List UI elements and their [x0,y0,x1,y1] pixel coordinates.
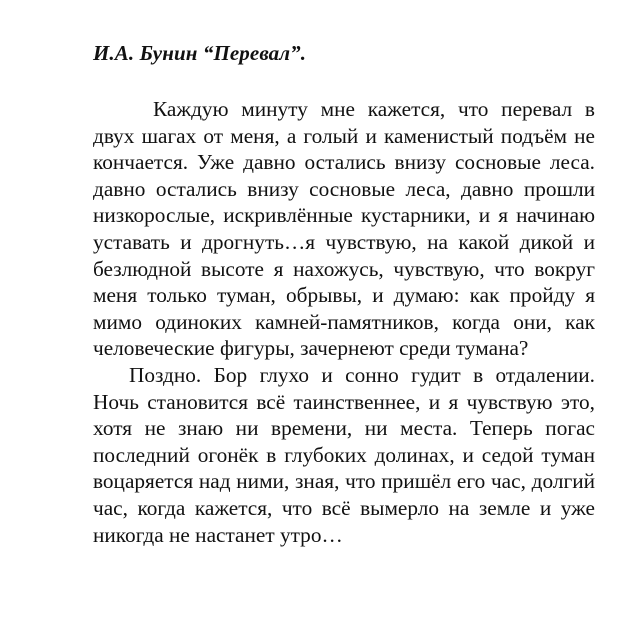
paragraph-2: Поздно. Бор глухо и сонно гудит в отдалении. Ночь становится всё таинственнее, и я чувствую это, хотя не знаю ни времени, ни места. Теперь погас последний огонёк в глубоких долинах, и седой туман воцаряется над ними, зная, что пришёл его час, долгий час, когда кажется, что всё вымерло на земле и уже никогда не настанет утро… [93,362,595,547]
paragraph-1: Каждую минуту мне кажется, что перевал в двух шагах от меня, а голый и каменистый подъём не кончается. Уже давно остались внизу сосновые леса. давно остались внизу сосновые леса, давно прошли низкорослые, искривлённые кустарники, и я начинаю уставать и дрогнуть…я чувствую, на какой дикой и безлюдной высоте я нахожусь, чувствую, что вокруг меня только туман, обрывы, и думаю: как пройду я мимо одиноких камней-памятников, когда они, как человеческие фигуры, зачернеют среди тумана? [93,97,595,361]
document-page [93,38,595,548]
document-title: И.А. Бунин “Перевал”. [93,41,307,65]
